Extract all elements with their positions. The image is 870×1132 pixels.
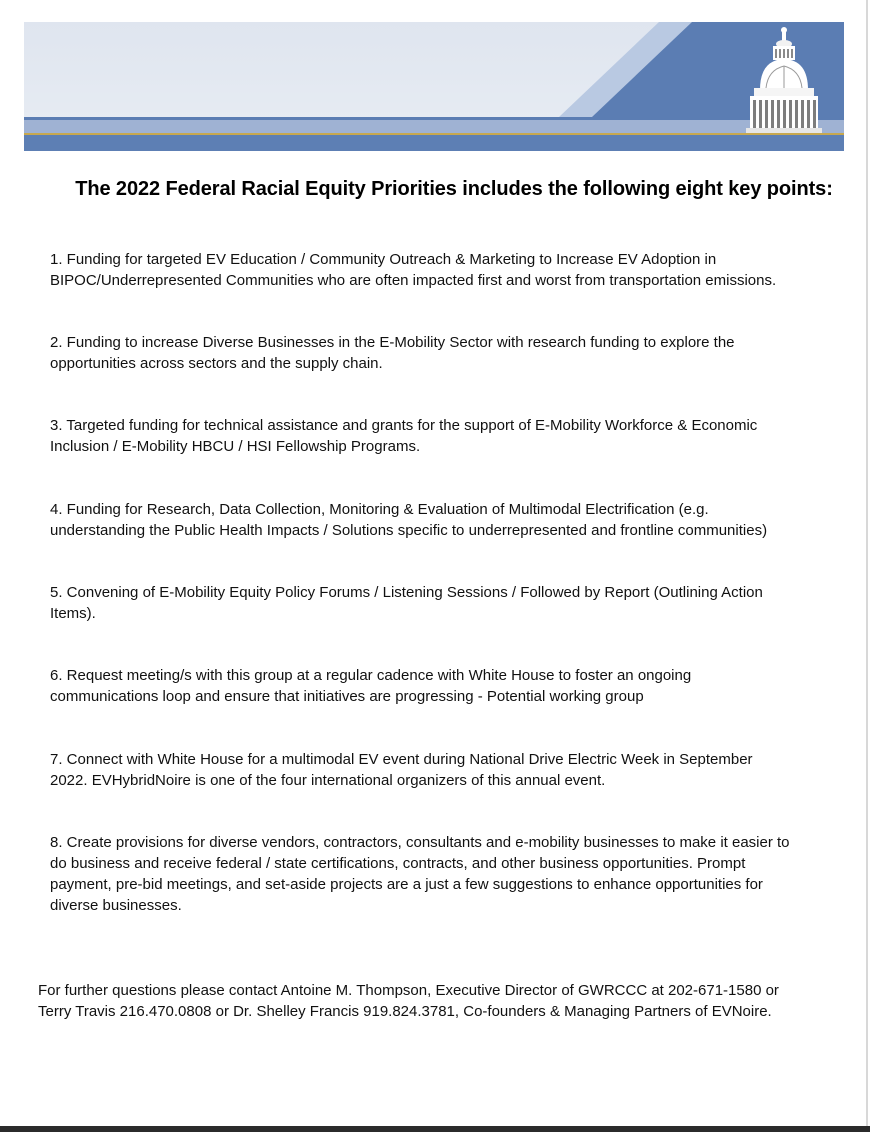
key-point-4-line-2: understanding the Public Health Impacts / Solutions specific to underrepresented and frontline communities) bbox=[50, 522, 768, 539]
header-banner bbox=[24, 22, 844, 151]
key-point-2-line-2: opportunities across sectors and the supply chain. bbox=[50, 355, 383, 372]
key-point-6-line-1: 6. Request meeting/s with this group at a regular cadence with White House to foster an ongoing bbox=[50, 667, 692, 684]
key-point-2 bbox=[50, 332, 840, 374]
key-point-7-line-1: 7. Connect with White House for a multimodal EV event during National Drive Electric Week in September bbox=[50, 751, 753, 768]
key-point-8-line-4: diverse businesses. bbox=[50, 897, 182, 914]
contact-paragraph bbox=[38, 980, 838, 1022]
key-point-5-line-1: 5. Convening of E-Mobility Equity Policy Forums / Listening Sessions / Followed by Report (Outlining Action bbox=[50, 584, 763, 601]
key-point-6 bbox=[50, 665, 840, 707]
key-point-7-line-2: 2022. EVHybridNoire is one of the four international organizers of this annual event. bbox=[50, 772, 606, 789]
page-title: The 2022 Federal Racial Equity Priorities includes the following eight key points: bbox=[75, 178, 833, 200]
key-point-6-line-2: communications loop and ensure that initiatives are progressing - Potential working group bbox=[50, 688, 644, 705]
banner-graphic bbox=[24, 22, 844, 151]
key-point-8-line-2: do business and receive federal / state certifications, contracts, and other business opportunities. Prompt bbox=[50, 855, 746, 872]
key-point-7 bbox=[50, 749, 840, 791]
key-point-5 bbox=[50, 582, 840, 624]
key-point-1 bbox=[50, 249, 840, 291]
key-point-8-line-1: 8. Create provisions for diverse vendors, contractors, consultants and e-mobility businesses to make it easier to bbox=[50, 834, 790, 851]
bottom-edge-bar bbox=[0, 1126, 870, 1132]
key-point-1-line-2: BIPOC/Underrepresented Communities who are often impacted first and worst from transportation emissions. bbox=[50, 272, 777, 289]
key-point-3-line-2: Inclusion / E-Mobility HBCU / HSI Fellowship Programs. bbox=[50, 438, 421, 455]
key-point-8-line-3: payment, pre-bid meetings, and set-aside projects are a just a few suggestions to enhance opportunities for bbox=[50, 876, 763, 893]
key-point-3-line-1: 3. Targeted funding for technical assistance and grants for the support of E-Mobility Workforce & Economic bbox=[50, 417, 758, 434]
key-point-3 bbox=[50, 415, 840, 457]
key-point-2-line-1: 2. Funding to increase Diverse Businesses in the E-Mobility Sector with research funding to explore the bbox=[50, 334, 735, 351]
key-point-8 bbox=[50, 832, 840, 916]
contact-line-2: Terry Travis 216.470.0808 or Dr. Shelley Francis 919.824.3781, Co-founders & Managing Partners of EVNoire. bbox=[38, 1003, 772, 1020]
key-point-4 bbox=[50, 499, 840, 541]
contact-line-1: For further questions please contact Antoine M. Thompson, Executive Director of GWRCCC at 202-671-1580 or bbox=[38, 982, 779, 999]
key-point-4-line-1: 4. Funding for Research, Data Collection, Monitoring & Evaluation of Multimodal Electrification (e.g. bbox=[50, 501, 709, 518]
key-point-1-line-1: 1. Funding for targeted EV Education / Community Outreach & Marketing to Increase EV Adoption in bbox=[50, 251, 717, 268]
key-point-5-line-2: Items). bbox=[50, 605, 96, 622]
